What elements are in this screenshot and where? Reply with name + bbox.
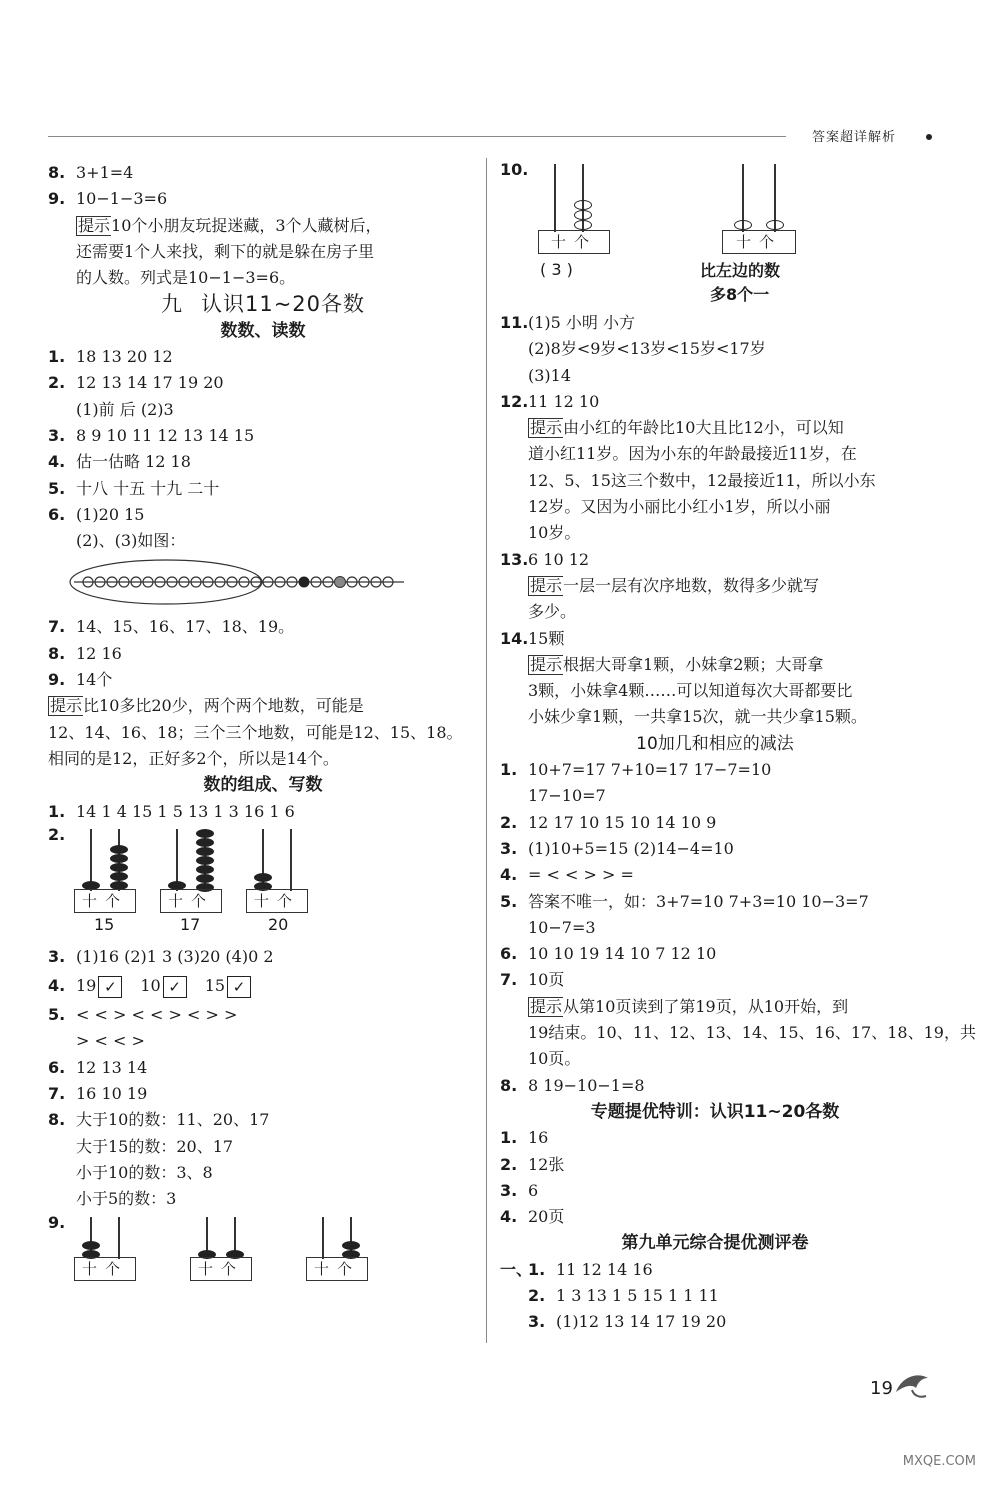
check-box: ✓ (163, 976, 187, 998)
answer-line: 5. 十八 十五 十九 二十 (48, 478, 220, 498)
abacus-label: 15 (94, 914, 115, 934)
answer-line: 17−10=7 (528, 786, 606, 806)
place-value-box: 十个 (538, 230, 610, 254)
hint-tag: 提示 (78, 215, 111, 235)
hint-line: 10页。 (528, 1049, 581, 1069)
abacus (160, 829, 222, 913)
answer-line: 小于10的数：3、8 (76, 1162, 213, 1182)
answer-line: 8. 大于10的数：11、20、17 (48, 1110, 270, 1130)
answer-line: 6. 12 13 14 (48, 1057, 148, 1077)
hint-line: 多少。 (528, 602, 577, 622)
answer-line: 11.(1)5 小明 小方 (500, 313, 636, 332)
abacus-row-q9: 9. 十个 十个 十个 (48, 1213, 478, 1283)
place-value-box: 十个 (306, 1257, 368, 1281)
hint-tag: 提示 (530, 996, 563, 1016)
answer-line: 6. 10 10 19 14 10 7 12 10 (500, 944, 717, 964)
answer-line: > < < > (76, 1031, 145, 1051)
check-box: ✓ (227, 976, 251, 998)
abacus-label: 20 (268, 914, 289, 934)
answer-line: 4. = < < > > = (500, 865, 634, 885)
page-number: 19 (870, 1378, 893, 1399)
hint-tag: 提示 (50, 696, 83, 716)
answer-line: (1)前 后 (2)3 (76, 399, 174, 419)
answer-line: 4. 估一估略 12 18 (48, 452, 191, 472)
hint-line: 还需要1个人来找，剩下的就是躲在房子里 (76, 241, 375, 261)
abacus-row-q2: 2. 十个 15 十个 17 十个 20 (48, 825, 478, 930)
hint-line: 提示比10多比20少，两个两个地数，可能是 (50, 696, 364, 716)
answer-line: 3. (1)10+5=15 (2)14−4=10 (500, 838, 734, 858)
left-column (48, 160, 478, 1283)
answer-line: 8. 3+1=4 (48, 163, 134, 182)
abacus-note: 比左边的数 (700, 261, 781, 280)
answer-line: 2. 1 3 13 1 5 15 1 1 11 (528, 1285, 719, 1305)
hint-line: 提示从第10页读到了第19页，从10开始，到 (530, 996, 849, 1016)
answer-line: 4. 19 ✓ 10 ✓ 15 ✓ (48, 970, 478, 1002)
column-divider (486, 158, 487, 1343)
answer-line: 9. 14个 (48, 670, 113, 690)
answer-line: 2. 12 13 14 17 19 20 (48, 373, 224, 393)
answer-line: 14.15颗 (500, 628, 565, 648)
section-title: 数的组成、写数 (203, 775, 323, 796)
answer-line: 2. 12 17 10 15 10 14 10 9 (500, 812, 717, 832)
hint-line: 19结束。10、11、12、13、14、15、16、17、18、19，共 (528, 1023, 976, 1043)
check-box: ✓ (98, 976, 122, 998)
answer-line: 1. 16 (500, 1128, 549, 1148)
abacus (190, 1217, 252, 1281)
answer-line: 13.6 10 12 (500, 549, 590, 569)
answer-line: 12.11 12 10 (500, 391, 600, 411)
hint-tag: 提示 (530, 575, 563, 595)
right-column (500, 160, 976, 1336)
answer-line: 小于5的数：3 (76, 1189, 177, 1209)
place-value-box: 十个 (74, 889, 136, 913)
answer-line: 1. 18 13 20 12 (48, 347, 173, 367)
abacus (722, 164, 784, 254)
answer-line: 3. 6 (500, 1180, 539, 1200)
hint-line: 提示一层一层有次序地数，数得多少就写 (530, 575, 820, 595)
answer-line: 3. (1)12 13 14 17 19 20 (528, 1312, 727, 1332)
hint-tag: 提示 (530, 654, 563, 674)
answer-line: 7. 10页 (500, 970, 565, 990)
header-title: 答案超详解析 (812, 130, 897, 145)
answer-line: (2)、(3)如图： (76, 531, 186, 551)
watermark: MXQE.COM (902, 1454, 976, 1469)
answer-line: 一、1. 11 12 14 16 (500, 1259, 653, 1279)
abacus (74, 829, 136, 913)
hint-line: 12、14、16、18；三个三个地数，可能是12、15、18。 (48, 722, 463, 742)
abacus (538, 164, 600, 254)
hint-line: 提示由小红的年龄比10大且比12小，可以知 (530, 418, 844, 438)
answer-line: 1. 14 1 4 15 1 5 13 1 3 16 1 6 (48, 801, 295, 821)
answer-line: 3. (1)16 (2)1 3 (3)20 (4)0 2 (48, 946, 274, 966)
hint-line: 相同的是12，正好多2个，所以是14个。 (48, 748, 339, 768)
bead-string-figure (48, 554, 478, 614)
abacus (306, 1217, 368, 1281)
hint-line: 提示根据大哥拿1颗，小妹拿2颗；大哥拿 (530, 654, 824, 674)
hint-line: 的人数。列式是10−1−3=6。 (76, 268, 296, 288)
bead-string-svg (48, 554, 408, 610)
answer-line: (3)14 (528, 365, 572, 385)
hint-line: 道小红11岁。因为小东的年龄最接近11岁，在 (528, 444, 857, 464)
answer-line: 大于15的数：20、17 (76, 1136, 234, 1156)
answer-line: (2)8岁<9岁<13岁<15岁<17岁 (528, 339, 766, 359)
place-value-box: 十个 (190, 1257, 252, 1281)
hint-line: 小妹少拿1颗，一共拿15次，就一共少拿15颗。 (528, 707, 867, 727)
section-title: 第九单元综合提优测评卷 (621, 1233, 809, 1254)
hint-tag: 提示 (530, 418, 563, 438)
answer-line: 3. 8 9 10 11 12 13 14 15 (48, 425, 255, 445)
answer-line: 7. 14、15、16、17、18、19。 (48, 617, 295, 637)
header-rule (48, 136, 786, 137)
place-value-box: 十个 (246, 889, 308, 913)
answer-line: 10−7=3 (528, 917, 596, 937)
answer-line: 8. 8 19−10−1=8 (500, 1075, 645, 1095)
header-dot (926, 134, 932, 140)
abacus (74, 1217, 136, 1281)
section-title: 专题提优特训：认识11~20各数 (590, 1101, 840, 1122)
answer-line: 5. < < > < < > < > > (48, 1005, 238, 1025)
place-value-box: 十个 (722, 230, 796, 254)
answer-bracket: ( 3 ) (540, 260, 573, 279)
place-value-box: 十个 (74, 1257, 136, 1281)
dolphin-icon (892, 1368, 932, 1402)
section-title: 数数、读数 (220, 320, 306, 341)
answer-line: 8. 12 16 (48, 643, 122, 663)
abacus-note: 多8个一 (710, 285, 770, 304)
answer-line: 4. 20页 (500, 1207, 565, 1227)
hint-line: 10岁。 (528, 523, 581, 543)
answer-line: 5. 答案不唯一，如：3+7=10 7+3=10 10−3=7 (500, 891, 869, 911)
abacus-label: 17 (180, 914, 201, 934)
answer-line: 9. 10−1−3=6 (48, 189, 168, 209)
abacus (246, 829, 308, 913)
chapter-title: 九 认识11~20各数 (160, 292, 366, 317)
abacus-row-q10: 10. 十个 ( 3 ) 十个 比左边的数 多8个一 (500, 160, 930, 310)
place-value-box: 十个 (160, 889, 222, 913)
answer-line: 6. (1)20 15 (48, 504, 145, 524)
hint-line: 12岁。又因为小丽比小红小1岁，所以小丽 (528, 497, 831, 517)
answer-line: 2. 12张 (500, 1154, 565, 1174)
hint-line: 提示10个小朋友玩捉迷藏，3个人藏树后， (78, 215, 382, 235)
section-title: 10加几和相应的减法 (636, 733, 794, 754)
hint-line: 3颗，小妹拿4颗……可以知道每次大哥都要比 (528, 681, 853, 701)
answer-line: 7. 16 10 19 (48, 1084, 148, 1104)
hint-line: 12、5、15这三个数中，12最接近11，所以小东 (528, 470, 876, 490)
answer-line: 1. 10+7=17 7+10=17 17−7=10 (500, 760, 772, 780)
